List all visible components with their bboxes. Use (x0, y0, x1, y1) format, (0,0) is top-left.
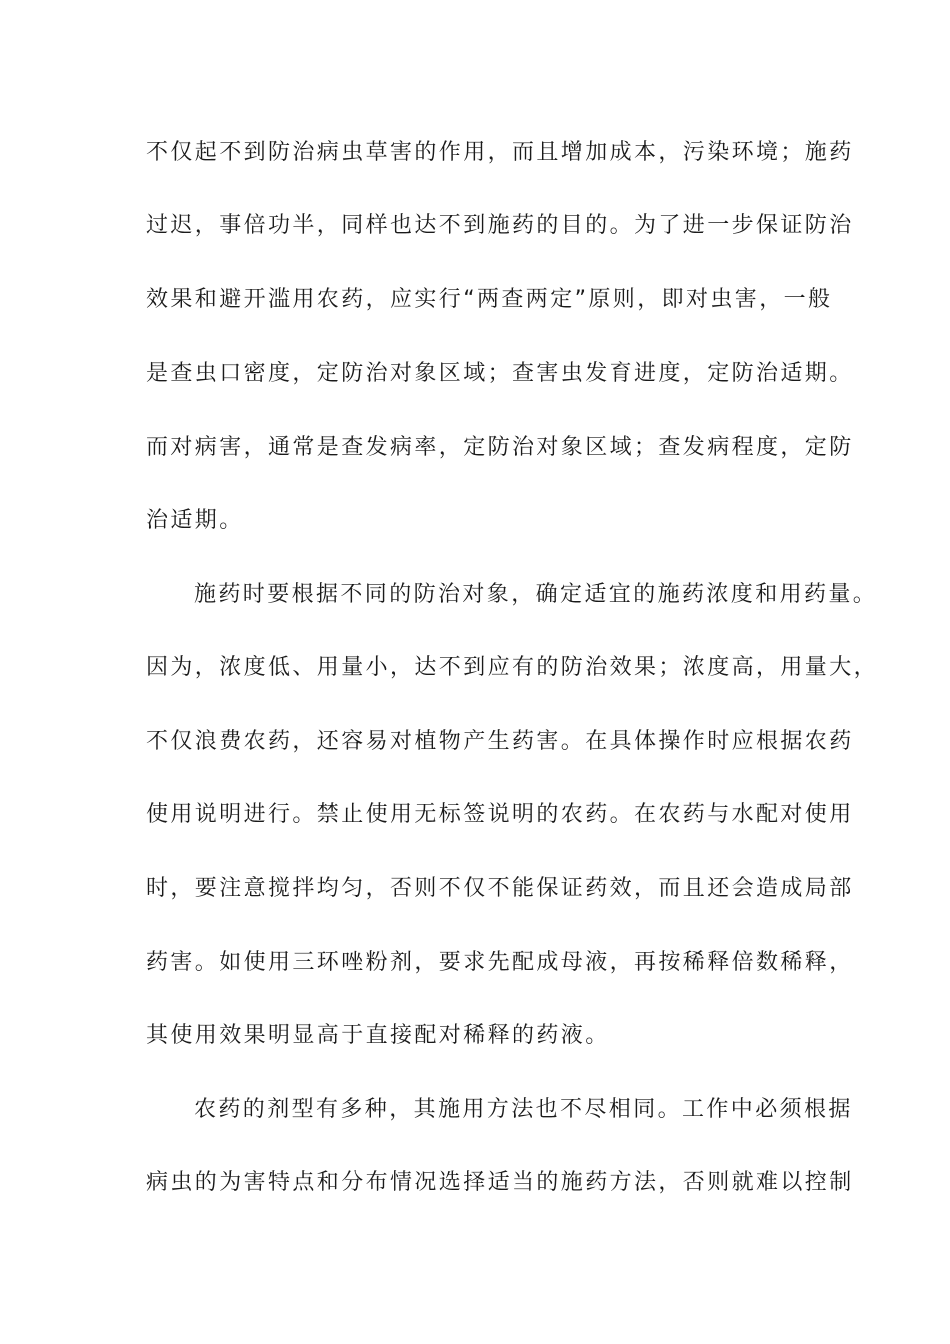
paragraph-first-line: 施药时要根据不同的防治对象，确定适宜的施药浓度和用药量。 (194, 582, 878, 607)
text-line: 药害。如使用三环唑粉剂，要求先配成母液，再按稀释倍数稀释， (146, 950, 854, 975)
text-line: 而对病害，通常是查发病率，定防治对象区域；查发病程度，定防 (146, 435, 854, 460)
text-line: 病虫的为害特点和分布情况选择适当的施药方法，否则就难以控制 (146, 1170, 854, 1195)
text-line: 过迟，事倍功半，同样也达不到施药的目的。为了进一步保证防治 (146, 213, 854, 238)
paragraph-first-line: 农药的剂型有多种，其施用方法也不尽相同。工作中必须根据 (194, 1097, 853, 1122)
text-line: 治适期。 (146, 508, 244, 533)
text-line: 不仅浪费农药，还容易对植物产生药害。在具体操作时应根据农药 (146, 729, 854, 754)
text-line: 是查虫口密度，定防治对象区域；查害虫发育进度，定防治适期。 (146, 361, 854, 386)
text-line: 效果和避开滥用农药，应实行“两查两定”原则，即对虫害，一般 (146, 287, 833, 312)
text-line: 使用说明进行。禁止使用无标签说明的农药。在农药与水配对使用 (146, 802, 854, 827)
text-line: 时，要注意搅拌均匀，否则不仅不能保证药效，而且还会造成局部 (146, 876, 854, 901)
text-line: 因为，浓度低、用量小，达不到应有的防治效果；浓度高，用量大， (146, 655, 879, 680)
text-line: 不仅起不到防治病虫草害的作用，而且增加成本，污染环境；施药 (146, 140, 854, 165)
text-line: 其使用效果明显高于直接配对稀释的药液。 (146, 1023, 610, 1048)
